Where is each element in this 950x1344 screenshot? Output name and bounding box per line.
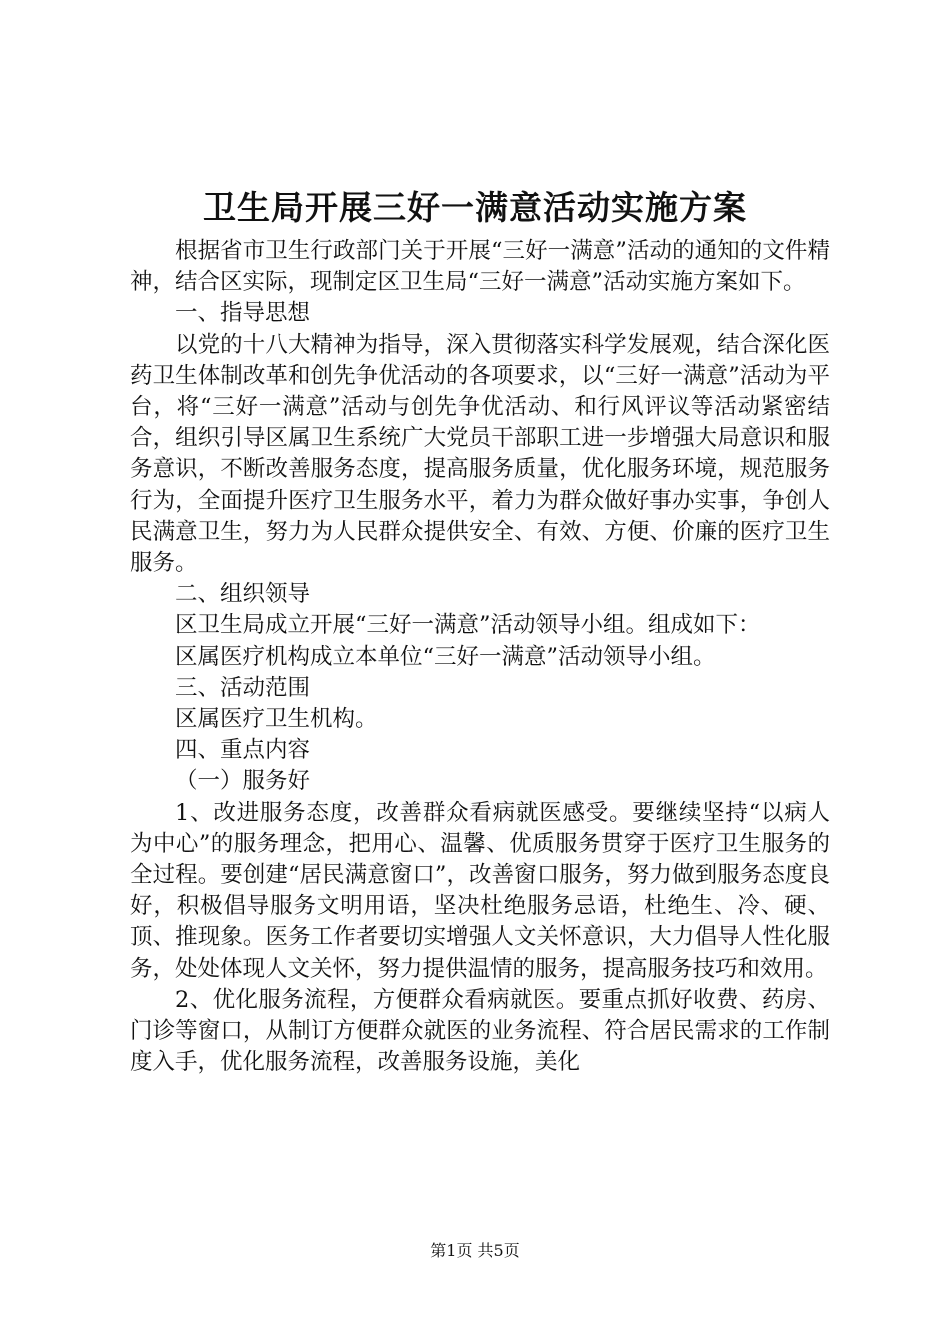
paragraph-institution-group: 区属医疗机构成立本单位“三好一满意”活动领导小组。 <box>175 643 716 670</box>
section-heading-organization: 二、组织领导 <box>175 581 311 608</box>
section-heading-guiding-thought: 一、指导思想 <box>175 300 311 327</box>
section-heading-scope: 三、活动范围 <box>175 674 311 701</box>
paragraph-intro: 根据省市卫生行政部门关于开展“三好一满意”活动的通知的文件精神，结合区实际，现制定区卫生局“三好一满意”活动实施方案如下。 <box>130 238 830 296</box>
section-heading-key-content: 四、重点内容 <box>175 737 311 764</box>
paragraph-guiding-thought: 以党的十八大精神为指导，深入贯彻落实科学发展观，结合深化医药卫生体制改革和创先争优活动的各项要求，以“三好一满意”活动为平台，将“三好一满意”活动与创先争优活动、和行风评议等活动紧密结合，组织引导区属卫生系统广大党员干部职工进一步增强大局意识和服务意识，不断改善服务态度，提高服务质量，优化服务环境，规范服务行为，全面提升医疗卫生服务水平，着力为群众做好事办实事，争创人民满意卫生，努力为人民群众提供安全、有效、方便、价廉的医疗卫生服务。 <box>130 331 830 577</box>
paragraph-item-2: 2、优化服务流程，方便群众看病就医。要重点抓好收费、药房、门诊等窗口，从制订方便群众就医的业务流程、符合居民需求的工作制度入手，优化服务流程，改善服务设施，美化 <box>130 986 830 1076</box>
document-title: 卫生局开展三好一满意活动实施方案 <box>203 188 747 227</box>
document-body <box>130 236 830 1078</box>
paragraph-scope: 区属医疗卫生机构。 <box>175 706 378 733</box>
paragraph-item-1: 1、改进服务态度，改善群众看病就医感受。要继续坚持“以病人为中心”的服务理念，把用心、温馨、优质服务贯穿于医疗卫生服务的全过程。要创建“居民满意窗口”，改善窗口服务，努力做到服务态度良好，积极倡导服务文明用语，坚决杜绝服务忌语，杜绝生、冷、硬、顶、推现象。医务工作者要切实增强人文关怀意识，大力倡导人性化服务，处处体现人文关怀，努力提供温情的服务，提高服务技巧和效用。 <box>130 799 830 982</box>
subsection-heading-service: （一）服务好 <box>175 768 311 795</box>
page-number: 第1页 共5页 <box>430 1241 520 1260</box>
paragraph-leading-group: 区卫生局成立开展“三好一满意”活动领导小组。组成如下： <box>175 612 761 639</box>
